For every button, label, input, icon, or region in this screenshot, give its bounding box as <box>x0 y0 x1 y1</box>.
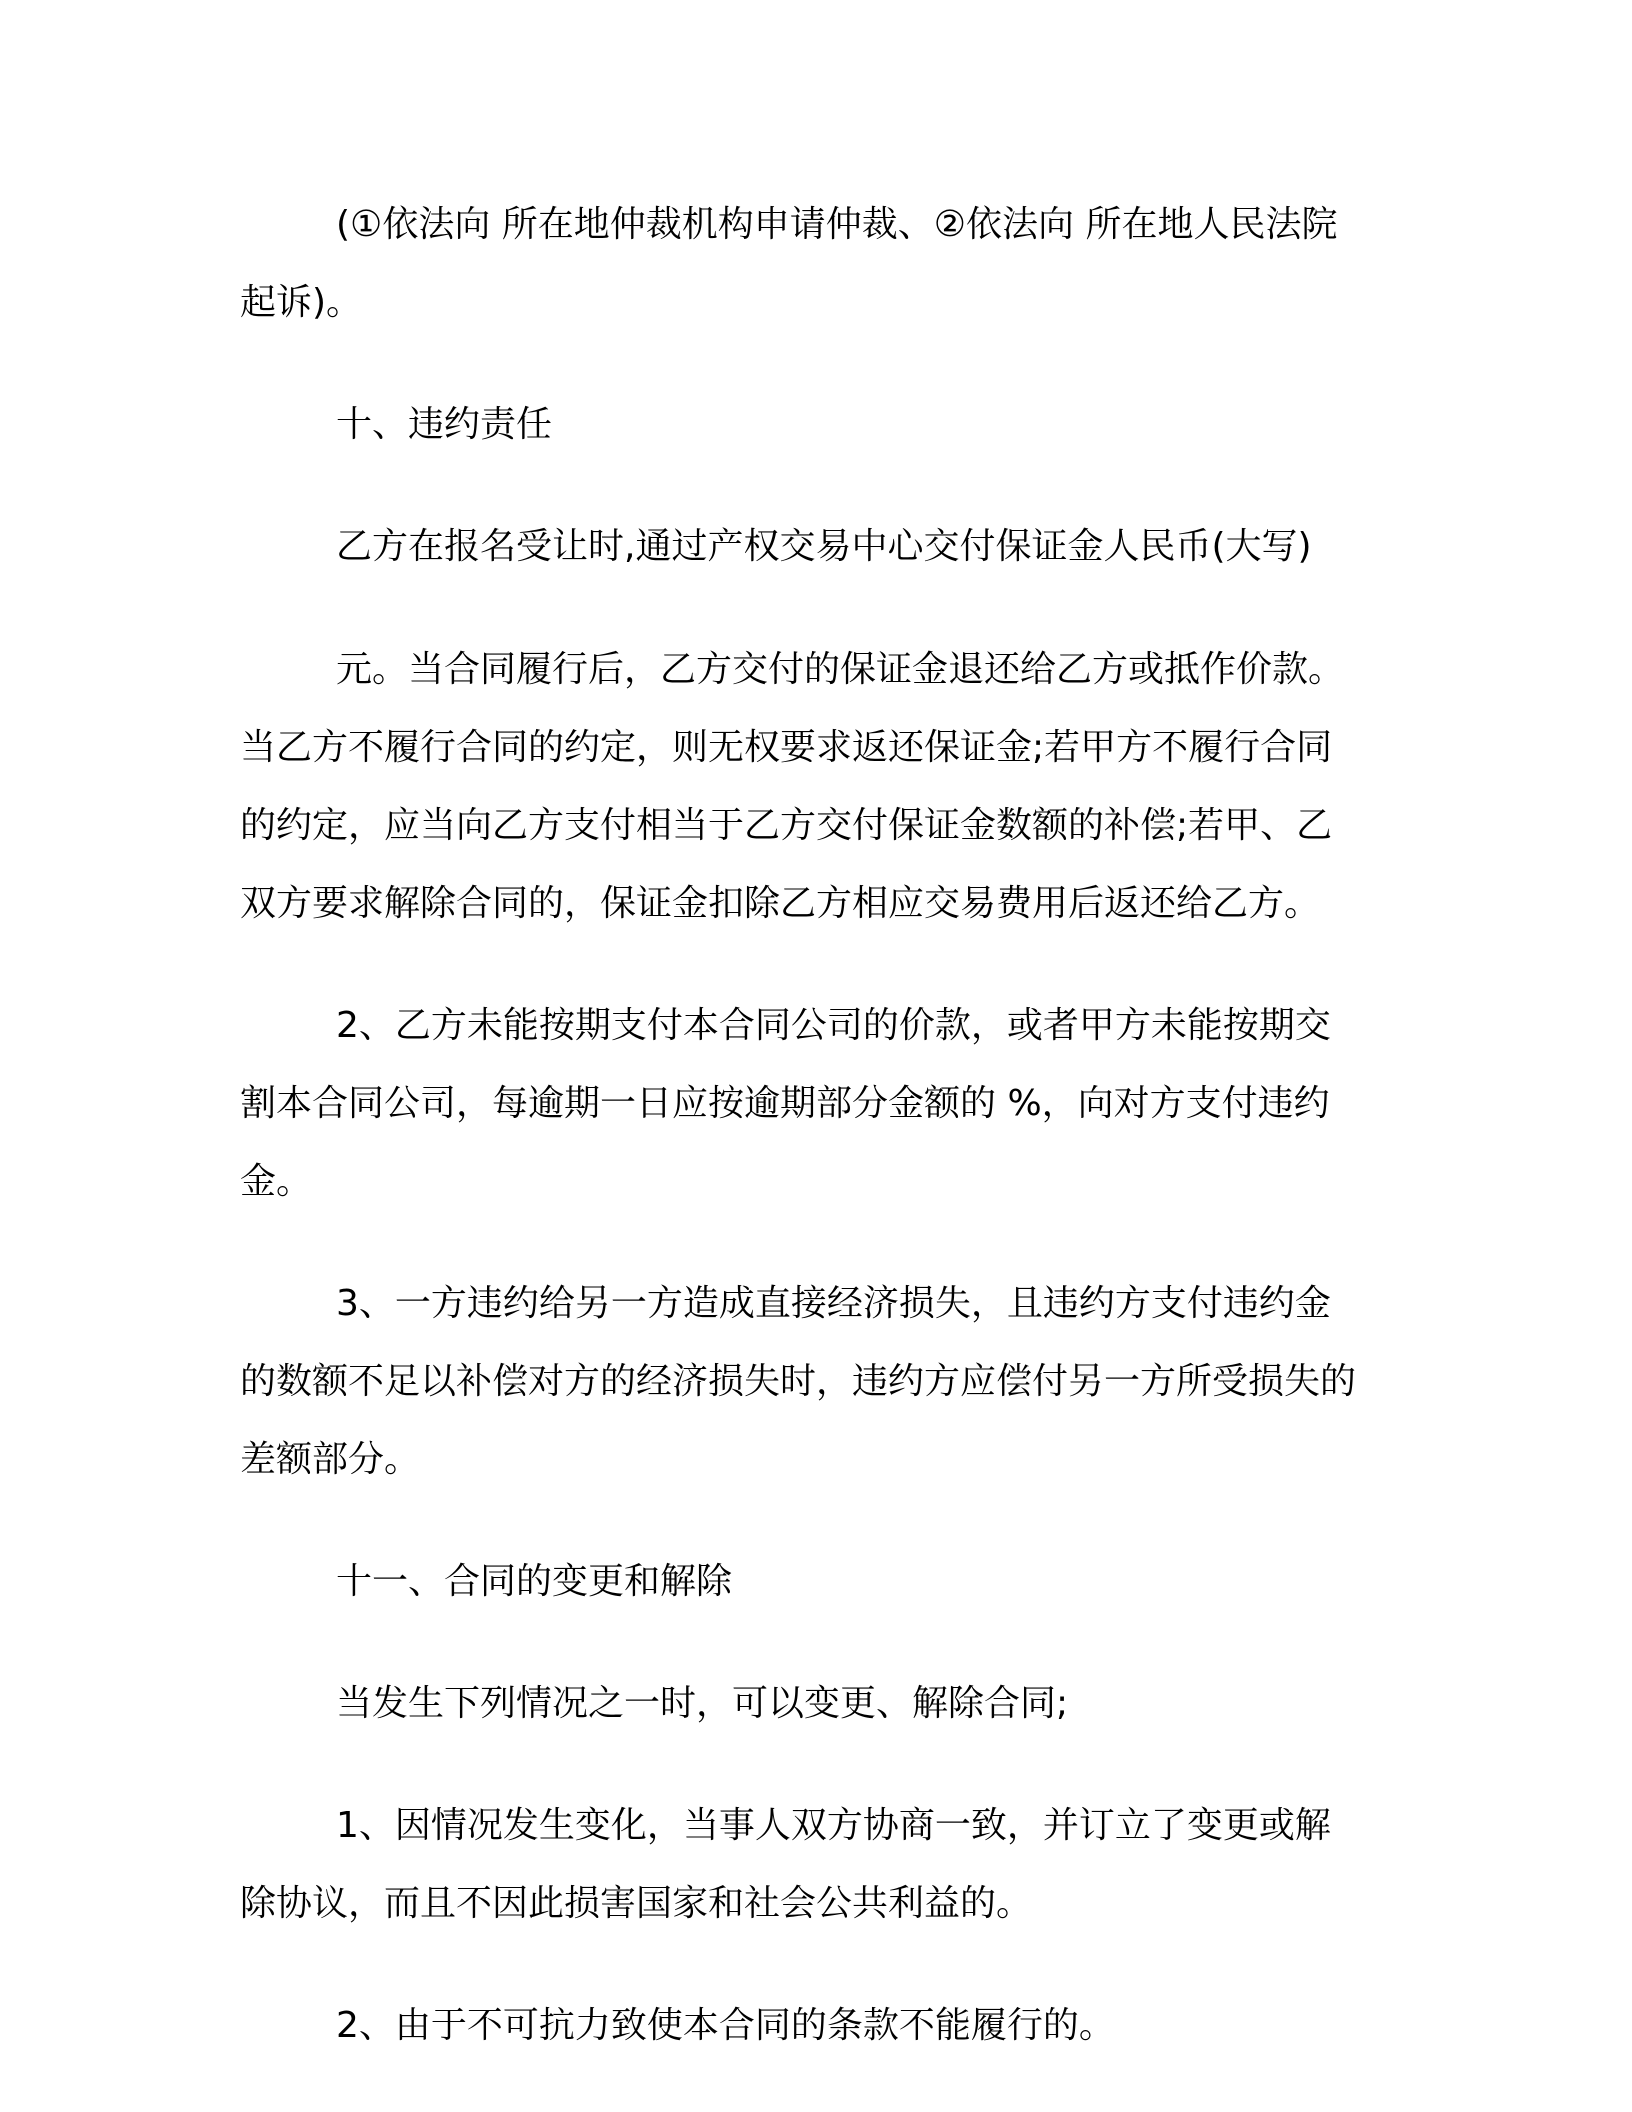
paragraph-conditions-intro: 当发生下列情况之一时，可以变更、解除合同; <box>336 1683 1069 1724</box>
paragraph-deposit: 乙方在报名受让时,通过产权交易中心交付保证金人民币(大写) <box>336 526 1312 567</box>
paragraph-late-payment: 2、乙方未能按期支付本合同公司的价款，或者甲方未能按期交割本合同公司，每逾期一日应按逾期部分金额的 %，向对方支付违约金。 <box>240 1005 1331 1202</box>
section-heading-change-termination: 十一、合同的变更和解除 <box>336 1561 733 1602</box>
paragraph-economic-loss: 3、一方违约给另一方造成直接经济损失，且违约方支付违约金的数额不足以补偿对方的经济损失时，违约方应偿付另一方所受损失的差额部分。 <box>240 1283 1357 1480</box>
paragraph-condition-1: 1、因情况发生变化，当事人双方协商一致，并订立了变更或解除协议，而且不因此损害国家和社会公共利益的。 <box>240 1805 1331 1924</box>
paragraph-dispute-resolution: (①依法向 所在地仲裁机构申请仲裁、②依法向 所在地人民法院起诉)。 <box>240 204 1338 323</box>
section-heading-breach-liability: 十、违约责任 <box>336 404 553 445</box>
paragraph-condition-2: 2、由于不可抗力致使本合同的条款不能履行的。 <box>336 2005 1115 2046</box>
paragraph-deposit-refund: 元。当合同履行后，乙方交付的保证金退还给乙方或抵作价款。当乙方不履行合同的约定，则无权要求返还保证金;若甲方不履行合同的约定，应当向乙方支付相当于乙方交付保证金数额的补偿;若甲、乙双方要求解除合同的，保证金扣除乙方相应交易费用后返还给乙方。 <box>240 649 1345 924</box>
document-body <box>240 186 1365 2065</box>
